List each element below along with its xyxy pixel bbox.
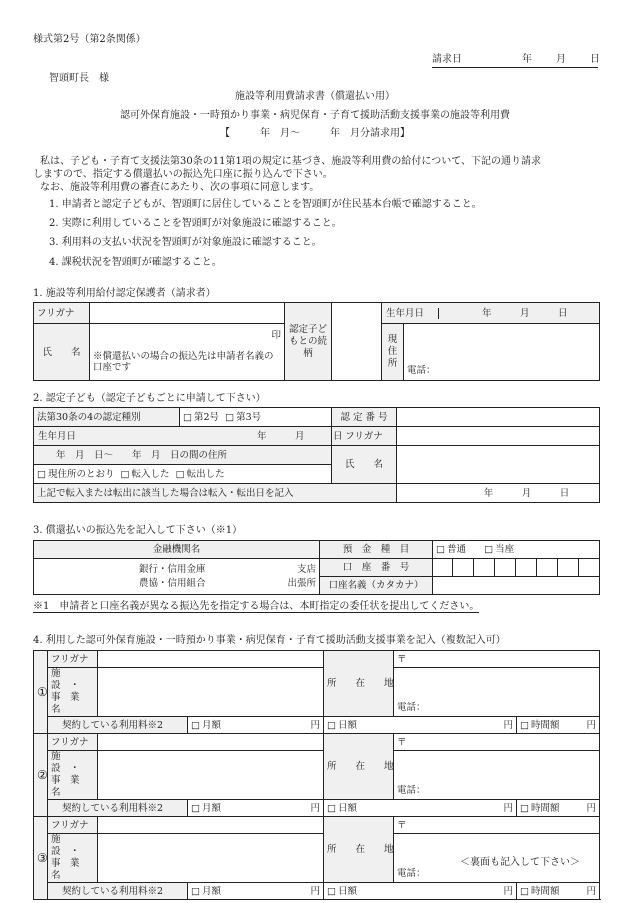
year-label: 年: [522, 54, 532, 65]
back-side-note: ＜裏面も記入して下さい＞: [460, 857, 580, 868]
facility-name-label: 施 設 ・ 事 業 名: [48, 668, 98, 717]
child-furigana-label: フリガナ: [332, 427, 397, 446]
facility-row-number: ③: [34, 817, 48, 900]
move-date-label: 上記で転入または転出に該当した場合は転入・転出日を記入: [34, 484, 397, 503]
fee-label: 契約している利用料※2: [48, 800, 188, 817]
yen-label: 円: [586, 719, 597, 731]
deposit-type-label: 預 金 種 目: [320, 541, 433, 559]
yen-label: 円: [586, 802, 597, 814]
facility-furigana-label: フリガナ: [48, 817, 98, 834]
bank-type-line2: 農協・信用組合: [138, 577, 206, 589]
document-title: 施設等利用費請求書（償還払い用）: [235, 91, 395, 102]
name-label: 氏 名: [34, 324, 90, 381]
facility-furigana-input[interactable]: [98, 817, 324, 834]
guardian-name-input[interactable]: [90, 324, 285, 381]
account-digit[interactable]: [453, 559, 474, 577]
postal-label: 〒: [394, 734, 600, 751]
facility-furigana-input[interactable]: [98, 734, 324, 751]
guardian-table: [33, 302, 600, 381]
month-label: 月: [556, 54, 566, 65]
tel-label: 電話：: [397, 868, 426, 879]
account-digit[interactable]: [579, 559, 600, 577]
intro-paragraph-1a: 私は、子ども・子育て支援法第30条の11第1項の規定に基づき、施設等利用費の給付について、下記の通り請求: [40, 156, 542, 167]
facility-row-number: ①: [34, 651, 48, 734]
bank-footnote: ※1 申請者と口座名義が異なる振込先を指定する場合は、本町指定の委任状を提出してください。: [33, 601, 480, 612]
bank-type-input[interactable]: [34, 559, 218, 595]
moved-in-checkbox[interactable]: □ 転入した: [121, 469, 170, 480]
account-digit[interactable]: [474, 559, 495, 577]
child-table: [33, 407, 600, 503]
guardian-address-input[interactable]: [404, 324, 600, 381]
daily-checkbox[interactable]: □ 日額: [327, 886, 357, 897]
fee-label: 契約している利用料※2: [48, 883, 188, 900]
request-date-label: 請求日: [432, 54, 462, 65]
facility-furigana-input[interactable]: [98, 651, 324, 668]
request-date-field[interactable]: [432, 54, 598, 68]
guardian-furigana-input[interactable]: [90, 303, 285, 324]
guardian-birthdate-input[interactable]: 年 月 日: [482, 307, 568, 319]
monthly-checkbox[interactable]: □ 月額: [191, 720, 221, 731]
cert-no-label: 認 定 番 号: [332, 408, 397, 427]
move-date-input[interactable]: 年 月 日: [397, 484, 600, 503]
location-label: 所 在 地: [324, 651, 394, 717]
account-no-label: 口 座 番 号: [320, 559, 433, 577]
account-name-label: 口座名義（カタカナ）: [320, 577, 433, 595]
birth-label: 生年月日: [382, 308, 439, 319]
tel-label: 電話：: [407, 365, 436, 376]
section-2-heading: 2. 認定子ども（認定子どもごとに申請して下さい）: [33, 393, 266, 404]
section-4-heading: 4. 利用した認可外保育施設・一時預かり事業・病児保育・子育て援助活動支援事業を記入（複数記入可）: [33, 635, 506, 646]
yen-label: 円: [310, 719, 321, 731]
normal-account-checkbox[interactable]: □ 普通: [436, 544, 466, 555]
facility-furigana-label: フリガナ: [48, 734, 98, 751]
cert-no-input[interactable]: [397, 408, 600, 427]
yen-label: 円: [310, 885, 321, 897]
intro-paragraph-2: なお、施設等利用費の審査にあたり、次の事項に同意します。: [40, 182, 320, 193]
claim-period: 【 年 月～ 年 月分請求用】: [220, 128, 410, 139]
facility-address-input[interactable]: [394, 668, 600, 717]
child-birthdate-input[interactable]: 年 月 日: [257, 430, 343, 442]
daily-checkbox[interactable]: □ 日額: [327, 720, 357, 731]
section-1-heading: 1. 施設等利用給付認定保護者（請求者）: [33, 288, 216, 299]
hourly-checkbox[interactable]: □ 時間額: [520, 720, 560, 731]
child-name-input[interactable]: [397, 446, 600, 484]
monthly-checkbox[interactable]: □ 月額: [191, 886, 221, 897]
postal-label: 〒: [394, 651, 600, 668]
facility-address-input[interactable]: [394, 751, 600, 800]
seal-mark: 印: [271, 330, 281, 341]
postal-label: 〒: [394, 817, 600, 834]
branch-label: 支店: [297, 563, 317, 575]
form-number: 様式第2号（第2条関係）: [33, 34, 146, 45]
cert-type-label: 法第30条の4の認定種別: [34, 408, 180, 427]
facility-name-label: 施 設 ・ 事 業 名: [48, 751, 98, 800]
consent-item: 1. 申請者と認定子どもが、智頭町に居住していることを智頭町が住民基本台帳で確認すること。: [49, 199, 482, 210]
tel-label: 電話：: [397, 785, 426, 796]
yen-label: 円: [310, 802, 321, 814]
cert-type-options[interactable]: [180, 408, 332, 427]
yen-label: 円: [503, 885, 514, 897]
consent-item: 3. 利用料の支払い状況を智頭町が対象施設に確認すること。: [49, 237, 322, 248]
child-name-label: 氏 名: [332, 446, 397, 484]
cert-type-2-checkbox[interactable]: □ 第2号: [183, 412, 219, 423]
same-address-checkbox[interactable]: □ 現住所のとおり: [37, 469, 115, 480]
moved-out-checkbox[interactable]: □ 転出した: [176, 469, 225, 480]
fee-label: 契約している利用料※2: [48, 717, 188, 734]
period-address-label: 年 月 日～ 年 月 日の間の住所: [34, 446, 332, 465]
hourly-checkbox[interactable]: □ 時間額: [520, 803, 560, 814]
child-furigana-input[interactable]: [397, 427, 600, 446]
sub-branch-label: 出張所: [287, 577, 317, 589]
branch-input[interactable]: [218, 559, 320, 595]
account-name-input[interactable]: [433, 577, 600, 595]
child-birth-label: 生年月日: [38, 430, 77, 442]
account-note: ※償還払いの場合の振込先は申請者名義の口座です: [93, 351, 274, 373]
addressee: 智頭町長 様: [49, 73, 109, 84]
bank-type-line1: 銀行・信用金庫: [138, 563, 206, 575]
account-digit[interactable]: [516, 559, 537, 577]
location-label: 所 在 地: [324, 734, 394, 800]
facility-name-label: 施 設 ・ 事 業 名: [48, 834, 98, 883]
current-account-checkbox[interactable]: □ 当座: [484, 544, 514, 555]
account-digit[interactable]: [558, 559, 579, 577]
account-digit[interactable]: [433, 559, 453, 577]
relation-input[interactable]: [332, 303, 382, 381]
yen-label: 円: [503, 719, 514, 731]
account-digit[interactable]: [495, 559, 516, 577]
intro-paragraph-1b: しますので、指定する償還払いの振込先口座に振り込んで下さい。: [33, 169, 333, 180]
yen-label: 円: [586, 885, 597, 897]
hourly-checkbox[interactable]: □ 時間額: [520, 886, 560, 897]
facility-furigana-label: フリガナ: [48, 651, 98, 668]
facility-row-number: ②: [34, 734, 48, 817]
address-label: 現住所: [382, 324, 404, 381]
cert-type-3-checkbox[interactable]: □ 第3号: [225, 412, 261, 423]
location-label: 所 在 地: [324, 817, 394, 883]
facility-name-input[interactable]: [98, 834, 324, 883]
relation-label: 認定子どもとの続柄: [285, 303, 332, 381]
day-label: 日: [590, 54, 600, 65]
bank-table: [33, 540, 600, 595]
furigana-label: フリガナ: [34, 303, 90, 324]
yen-label: 円: [503, 802, 514, 814]
facility-name-input[interactable]: [98, 668, 324, 717]
bank-name-label: 金融機関名: [34, 541, 320, 559]
daily-checkbox[interactable]: □ 日額: [327, 803, 357, 814]
tel-label: 電話：: [397, 702, 426, 713]
monthly-checkbox[interactable]: □ 月額: [191, 803, 221, 814]
facility-name-input[interactable]: [98, 751, 324, 800]
account-digit[interactable]: [537, 559, 558, 577]
section-3-heading: 3. 償還払いの振込先を記入して下さい（※1）: [33, 525, 243, 536]
consent-item: 2. 実際に利用していることを智頭町が対象施設に確認すること。: [49, 218, 342, 229]
consent-item: 4. 課税状況を智頭町が確認すること。: [49, 257, 222, 268]
document-subtitle: 認可外保育施設・一時預かり事業・病児保育・子育て援助活動支援事業の施設等利用費: [120, 110, 510, 121]
